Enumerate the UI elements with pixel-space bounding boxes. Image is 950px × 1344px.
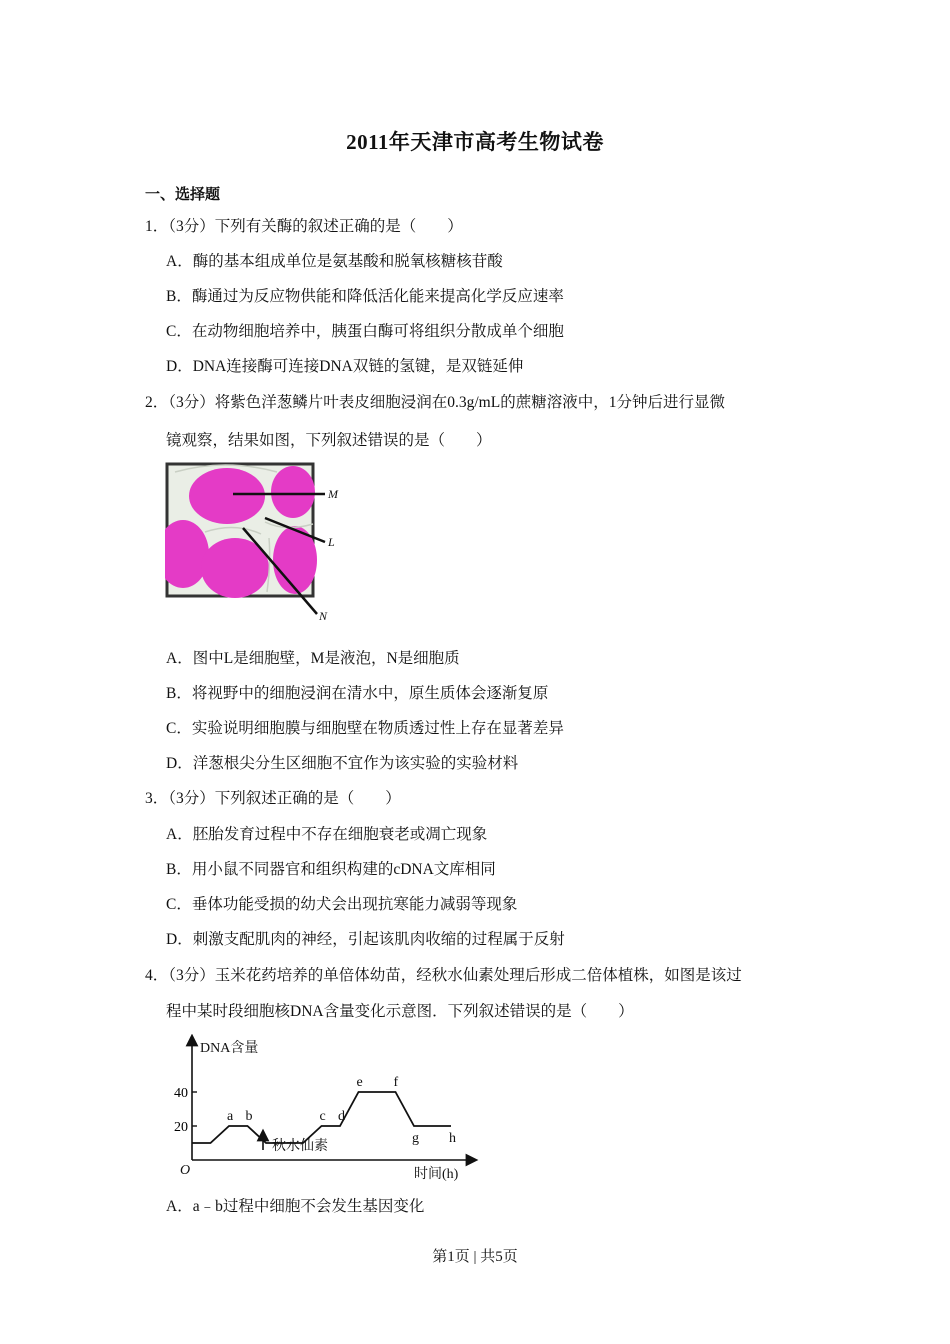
question-2-option-d: D．洋葱根尖分生区细胞不宜作为该实验的实验材料 bbox=[166, 755, 519, 772]
point-label-f: f bbox=[393, 1075, 399, 1090]
question-2-option-b: B．将视野中的细胞浸润在清水中，原生质体会逐渐复原 bbox=[166, 685, 549, 702]
origin-label: O bbox=[180, 1163, 191, 1178]
question-3-option-a: A．胚胎发育过程中不存在细胞衰老或凋亡现象 bbox=[166, 826, 488, 843]
question-2-option-a: A．图中L是细胞壁，M是液泡，N是细胞质 bbox=[166, 650, 460, 667]
question-1-option-c: C．在动物细胞培养中，胰蛋白酶可将组织分散成单个细胞 bbox=[166, 323, 564, 340]
page-title: 2011年天津市高考生物试卷 bbox=[346, 130, 604, 154]
point-label-c: c bbox=[319, 1109, 326, 1124]
question-3-option-b: B．用小鼠不同器官和组织构建的cDNA文库相同 bbox=[166, 861, 496, 878]
figure-label-n: N bbox=[319, 609, 328, 623]
y-axis-label: DNA含量 bbox=[200, 1041, 259, 1056]
point-label-d: d bbox=[338, 1109, 345, 1124]
question-3-option-c: C．垂体功能受损的幼犬会出现抗寒能力减弱等现象 bbox=[166, 896, 518, 913]
point-label-e: e bbox=[356, 1075, 363, 1090]
question-1-stem: 1．（3分）下列有关酶的叙述正确的是（ ） bbox=[145, 218, 463, 235]
section-heading: 一、选择题 bbox=[145, 187, 221, 203]
dna-content-chart bbox=[160, 1034, 480, 1189]
figure-label-l: L bbox=[328, 535, 335, 549]
point-label-a: a bbox=[227, 1109, 234, 1124]
question-1-option-b: B．酶通过为反应物供能和降低活化能来提高化学反应速率 bbox=[166, 288, 564, 305]
y-tick-label: 20 bbox=[174, 1120, 188, 1135]
page-footer: 第1页 | 共5页 bbox=[432, 1249, 518, 1265]
question-3-stem: 3．（3分）下列叙述正确的是（ ） bbox=[145, 790, 401, 807]
question-3-option-d: D．刺激支配肌肉的神经，引起该肌肉收缩的过程属于反射 bbox=[166, 931, 565, 948]
cell-micrograph-figure bbox=[165, 462, 355, 632]
colchicine-annotation: 秋水仙素 bbox=[272, 1139, 328, 1154]
point-label-b: b bbox=[245, 1109, 253, 1124]
question-4-stem: 4．（3分）玉米花药培养的单倍体幼苗，经秋水仙素处理后形成二倍体植株，如图是该过 bbox=[145, 967, 742, 984]
x-axis-label: 时间(h) bbox=[414, 1167, 459, 1182]
question-4-option-a: A．a﹣b过程中细胞不会发生基因变化 bbox=[166, 1198, 425, 1215]
figure-label-m: M bbox=[328, 487, 338, 501]
question-2-option-c: C．实验说明细胞膜与细胞壁在物质透过性上存在显著差异 bbox=[166, 720, 564, 737]
question-2-stem-continued: 镜观察，结果如图，下列叙述错误的是（ ） bbox=[166, 432, 492, 449]
y-tick-label: 40 bbox=[174, 1086, 188, 1101]
question-4-stem-continued: 程中某时段细胞核DNA含量变化示意图．下列叙述错误的是（ ） bbox=[166, 1003, 634, 1020]
point-label-h: h bbox=[449, 1131, 456, 1146]
question-2-stem: 2．（3分）将紫色洋葱鳞片叶表皮细胞浸润在0.3g/mL的蔗糖溶液中，1分钟后进行显微 bbox=[145, 394, 725, 411]
question-1-option-a: A．酶的基本组成单位是氨基酸和脱氧核糖核苷酸 bbox=[166, 253, 503, 270]
point-label-g: g bbox=[412, 1131, 419, 1146]
question-1-option-d: D．DNA连接酶可连接DNA双链的氢键，是双链延伸 bbox=[166, 358, 524, 375]
